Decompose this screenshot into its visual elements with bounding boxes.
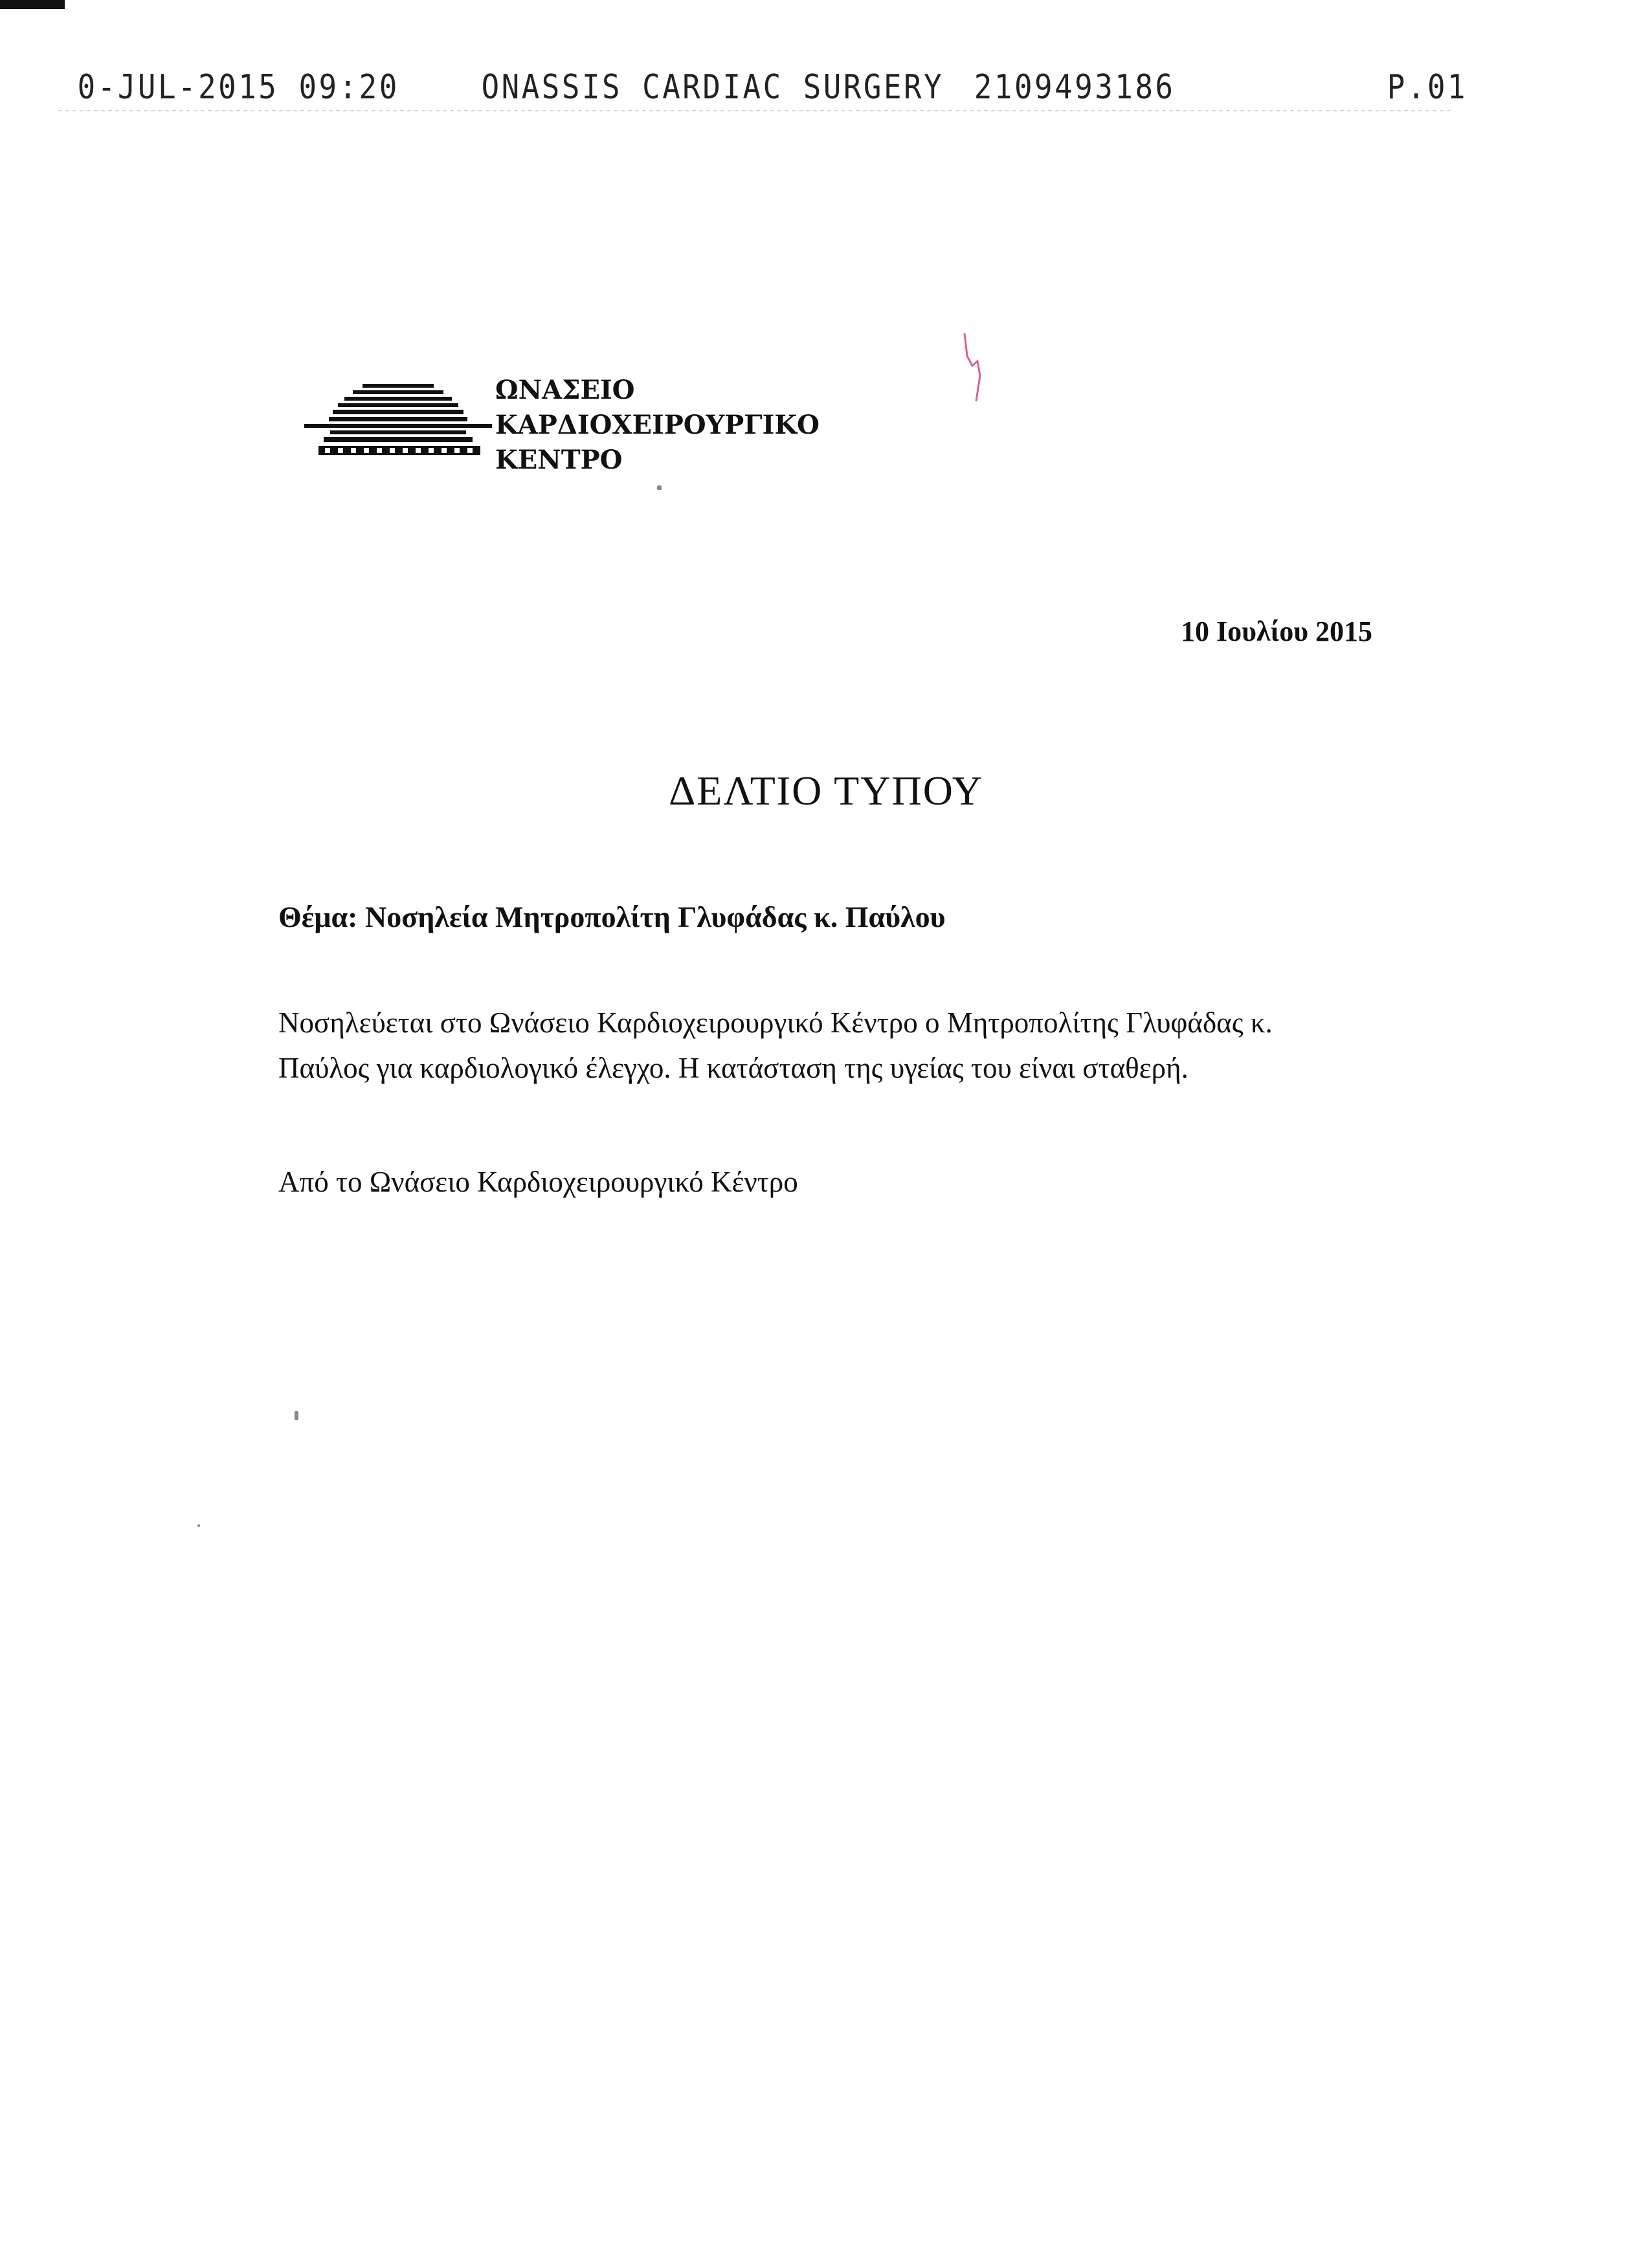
letterhead [495, 373, 820, 478]
fax-header [0, 68, 1468, 120]
body-line-2: Παύλος για καρδιολογικό έλεγχο. Η κατάσταση της υγείας του είναι σταθερή. [278, 1052, 1189, 1084]
letterhead-line-2: ΚΑΡΔΙΟΧΕΙΡΟΥΡΓΙΚΟ [495, 410, 820, 440]
body-line-1: Νοσηλεύεται στο Ωνάσειο Καρδιοχειρουργικό Κέντρο ο Μητροπολίτης Γλυφάδας κ. [278, 1006, 1273, 1039]
document-date: 10 Ιουλίου 2015 [1181, 616, 1373, 647]
signoff: Από το Ωνάσειο Καρδιοχειρουργικό Κέντρο [278, 1166, 798, 1198]
scan-speck [295, 1411, 298, 1420]
pen-mark-icon [958, 330, 1010, 427]
fax-phone: 2109493186 [974, 68, 1176, 107]
document-title: ΔΕΛΤΙΟ ΤΥΠΟΥ [669, 768, 983, 814]
letterhead-line-3: ΚΕΝΤΡΟ [495, 445, 623, 475]
onassis-logo-icon [304, 379, 492, 463]
fax-timestamp: 0-JUL-2015 09:20 [77, 68, 399, 107]
subject-line: Θέμα: Νοσηλεία Μητροπολίτη Γλυφάδας κ. Παύλου [278, 900, 946, 933]
letterhead-line-1: ΩΝΑΣΕΙΟ [495, 375, 635, 405]
fax-sender: ONASSIS CARDIAC SURGERY [481, 68, 944, 107]
fax-page-number: P.01 [1387, 68, 1468, 107]
fax-header-rule [58, 110, 1450, 111]
scan-speck [197, 1524, 200, 1527]
scan-corner-mark [0, 0, 65, 9]
body-paragraph [278, 1000, 1418, 1091]
scan-speck [657, 485, 662, 490]
